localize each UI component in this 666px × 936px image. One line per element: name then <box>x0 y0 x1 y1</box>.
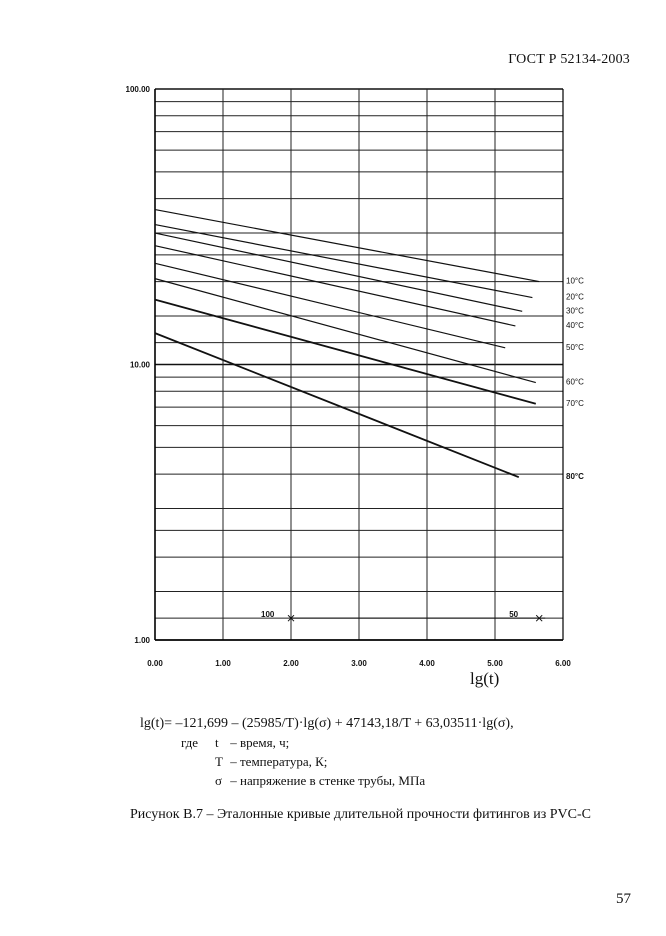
document-header: ГОСТ Р 52134-2003 <box>508 52 630 67</box>
series-label: 20°C <box>566 292 584 302</box>
regression-formula: lg(t)= –121,699 – (25985/T)·lg(σ) + 47143,18/T + 63,03511·lg(σ), <box>140 716 514 731</box>
annotation-label: 50 <box>509 610 519 620</box>
formula-legend <box>181 733 425 790</box>
y-tick-label: 10.00 <box>129 360 150 370</box>
symbol-temperature-desc: температура, К; <box>240 754 328 769</box>
figure-caption: Рисунок В.7 – Эталонные кривые длительной прочности фитингов из PVC-C <box>130 807 591 822</box>
symbol-temperature: T <box>215 754 223 769</box>
series-label: 10°C <box>566 276 584 286</box>
legend-row-t: где t – время, ч; <box>181 735 290 750</box>
series-label: 70°C <box>566 398 584 408</box>
isotherm-curve <box>155 225 532 298</box>
series-label: 60°C <box>566 377 584 387</box>
annotation-label: 100 <box>261 610 275 620</box>
isotherm-curve <box>155 263 505 347</box>
x-tick-label: 4.00 <box>419 659 435 668</box>
where-word: где <box>181 735 199 750</box>
series-label: 30°C <box>566 306 584 316</box>
symbol-t-desc: время, ч; <box>240 735 290 750</box>
symbol-t: t <box>215 735 219 750</box>
isotherm-curve <box>155 333 519 477</box>
x-tick-label: 0.00 <box>147 659 163 668</box>
legend-row-temp: T – температура, К; <box>215 754 328 769</box>
x-tick-label: 1.00 <box>215 659 231 668</box>
isotherm-curve <box>155 300 536 404</box>
y-tick-label: 100.00 <box>125 85 150 94</box>
x-tick-label: 2.00 <box>283 659 299 668</box>
x-tick-label: 3.00 <box>351 659 367 668</box>
series-label: 50°C <box>566 342 584 352</box>
legend-row-stress: σ – напряжение в стенке трубы, МПа <box>215 773 426 788</box>
symbol-sigma: σ <box>215 773 223 788</box>
series-label: 40°C <box>566 320 584 330</box>
series-label: 80°C <box>566 472 584 482</box>
x-tick-label: 5.00 <box>487 659 503 668</box>
x-axis-title: lg(t) <box>470 669 500 688</box>
y-tick-label: 1.00 <box>134 636 150 645</box>
page-number: 57 <box>616 891 631 907</box>
isotherm-curve <box>155 279 536 383</box>
symbol-sigma-desc: напряжение в стенке трубы, МПа <box>240 773 426 788</box>
x-tick-label: 6.00 <box>555 659 571 668</box>
isotherm-curve <box>155 233 522 311</box>
